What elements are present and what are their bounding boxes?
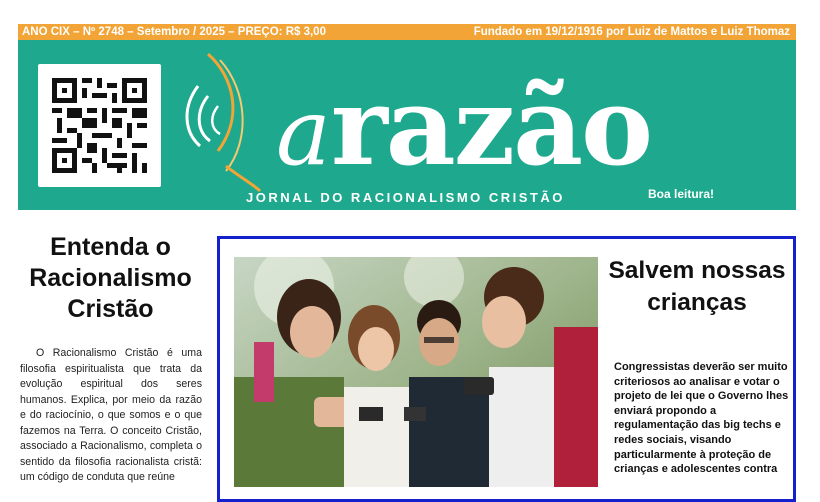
left-article-body: O Racionalismo Cristão é uma filosofia espiritualista que trata da evolução espiritual dos seres humanos. Explica, por meio da razão e do raciocínio, o que somos e o que fazemos na Terra. O conceito Cristão, associado a Racionalismo, completa o sentido da filosofia racionalista cristã: um código de conduta que reúne (20, 347, 202, 483)
left-article-headline: Entenda o Racionalismo Cristão (29, 233, 192, 323)
masthead (18, 40, 796, 210)
logo-letter-a: a (276, 79, 331, 186)
feature-body: Congressistas deverão ser muito criteriosos ao analisar e votar o projeto de lei que o Governo lhes enviará propondo a regulamentação das big techs e redes sociais, visando particularmente à proteção de crianças e adolescentes contra (614, 361, 789, 476)
masthead-subtitle: JORNAL DO RACIONALISMO CRISTÃO (246, 190, 565, 205)
children-with-phones-photo (234, 257, 598, 487)
edition-bar (18, 24, 796, 40)
qr-code-icon[interactable] (38, 64, 161, 187)
swoosh-logo-icon (178, 46, 268, 196)
logo-word: razão (330, 64, 652, 190)
newspaper-logo (276, 64, 651, 199)
feature-headline: Salvem nossas crianças (608, 257, 786, 316)
founding-info: Fundado em 19/12/1916 por Luiz de Mattos e Luiz Thomaz (473, 26, 790, 38)
greeting: Boa leitura! (648, 187, 715, 201)
edition-info: ANO CIX – Nº 2748 – Setembro / 2025 – PREÇO: R$ 3,00 (22, 26, 326, 38)
